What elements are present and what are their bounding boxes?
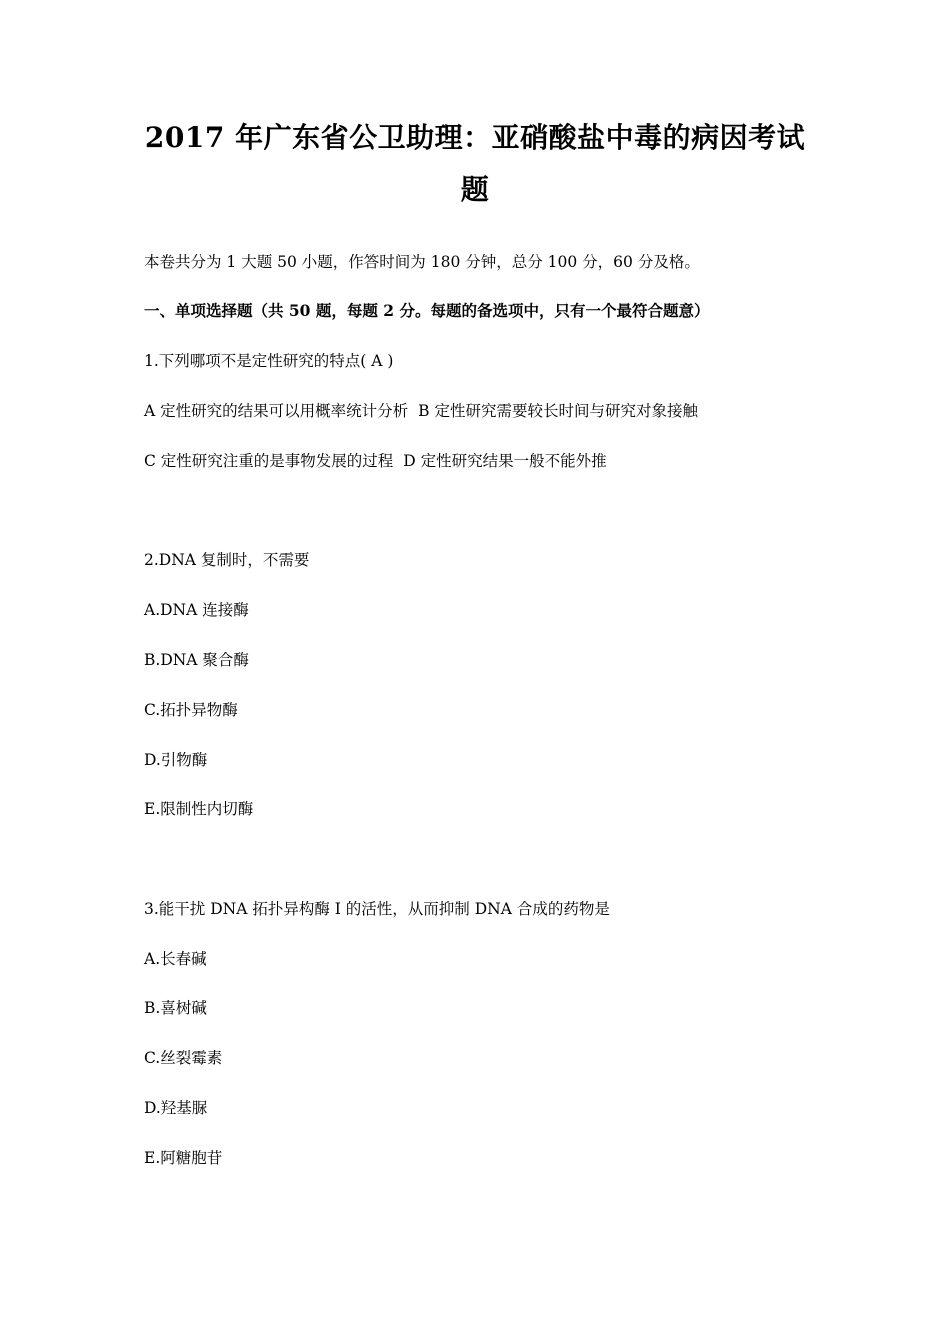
exam-intro: 本卷共分为 1 大题 50 小题，作答时间为 180 分钟，总分 100 分，60 分及格。 — [144, 253, 700, 271]
question-2-stem: 2.DNA 复制时，不需要 — [144, 551, 310, 569]
question-1-option-c: C 定性研究注重的是事物发展的过程 — [144, 452, 394, 470]
question-1-option-a: A 定性研究的结果可以用概率统计分析 — [144, 402, 409, 420]
question-3-option-b: B.喜树碱 — [144, 999, 207, 1017]
section-heading: 一、单项选择题（共 50 题，每题 2 分。每题的备选项中，只有一个最符合题意） — [144, 301, 710, 320]
question-2-option-b: B.DNA 聚合酶 — [144, 651, 249, 669]
question-2-option-d: D.引物酶 — [144, 751, 208, 769]
question-2-option-e: E.限制性内切酶 — [144, 800, 254, 818]
question-2-option-a: A.DNA 连接酶 — [144, 601, 249, 619]
question-1-option-d: D 定性研究结果一般不能外推 — [403, 452, 607, 470]
question-3-option-d: D.羟基脲 — [144, 1099, 208, 1117]
title-line-1: 2017 年广东省公卫助理：亚硝酸盐中毒的病因考试 — [144, 121, 806, 154]
question-1-option-b: B 定性研究需要较长时间与研究对象接触 — [418, 402, 698, 420]
question-1-options-row-1 — [144, 401, 698, 421]
question-3-option-c: C.丝裂霉素 — [144, 1049, 223, 1067]
question-3-stem: 3.能干扰 DNA 拓扑异构酶 I 的活性，从而抑制 DNA 合成的药物是 — [144, 900, 610, 918]
question-1-stem: 1.下列哪项不是定性研究的特点( A ) — [144, 352, 394, 370]
document-title — [130, 112, 820, 216]
question-1-options-row-2 — [144, 451, 607, 471]
question-3-option-a: A.长春碱 — [144, 950, 207, 968]
question-2-option-c: C.拓扑异物酶 — [144, 701, 238, 719]
question-3-option-e: E.阿糖胞苷 — [144, 1149, 223, 1167]
title-line-2: 题 — [460, 173, 490, 206]
